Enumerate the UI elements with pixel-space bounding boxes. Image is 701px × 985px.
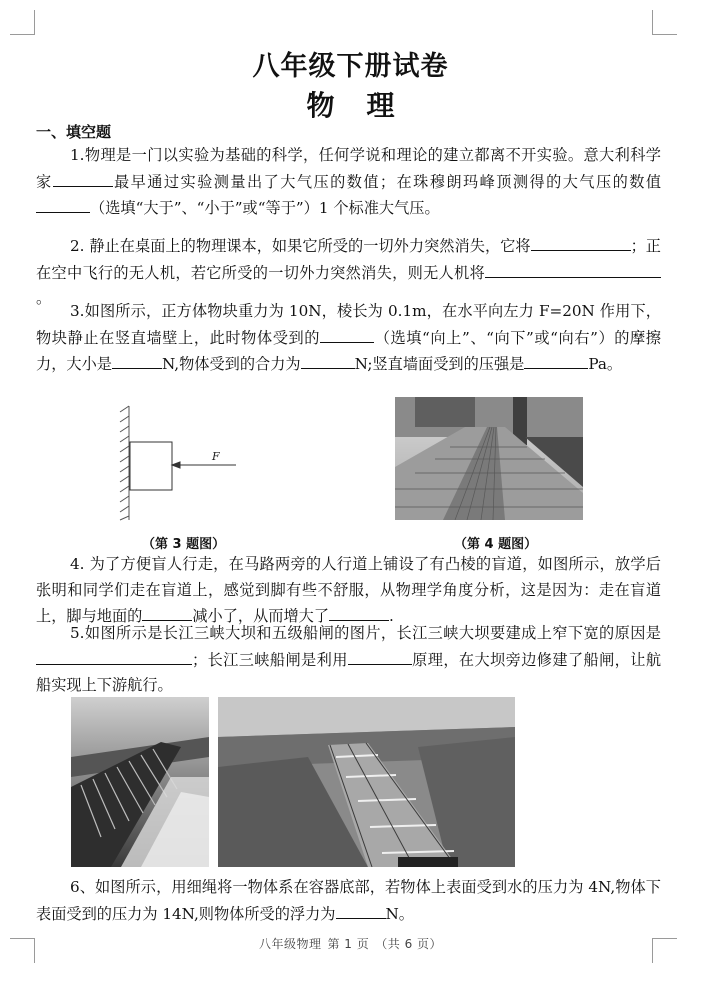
question-4: [36, 552, 661, 630]
q1-blank-2[interactable]: [36, 195, 90, 213]
exam-title: 八年级下册试卷: [252, 51, 449, 82]
q1-text-3: （选填“大于”、“小于”或“等于”）1 个标准大气压。: [90, 199, 440, 217]
q3-text-3: N,物体受到的合力为: [161, 355, 301, 373]
question-6: [36, 875, 661, 927]
q4-blank-2[interactable]: [329, 603, 389, 621]
force-arrow: [172, 462, 236, 468]
q3-text-2: （选填“向上”、“向下”或“向右”）的摩擦力，大小是: [36, 328, 661, 373]
q3-blank-4[interactable]: [524, 351, 588, 369]
q5-blank-1[interactable]: [36, 647, 192, 665]
q6-text-1: 6、如图所示，用细绳将一物体系在容器底部，若物体上表面受到水的压力为 4N,物体下表面受到的压力为 14N,则物体所受的浮力为: [36, 878, 661, 923]
figure-3-diagram: [114, 404, 244, 522]
page-footer: [0, 935, 701, 952]
q2-text-1: 2. 静止在桌面上的物理课本，如果它所受的一切外力突然消失，它将: [70, 237, 531, 255]
q5-text-1: 5.如图所示是长江三峡大坝和五级船闸的图片，长江三峡大坝要建成上窄下宽的原因是: [70, 624, 661, 642]
q5-blank-2[interactable]: [348, 647, 412, 665]
q5-text-2: ；长江三峡船闸是利用: [192, 650, 348, 669]
crop-mark-top-right: [652, 10, 677, 35]
q2-blank-1[interactable]: [531, 233, 631, 251]
q2-text-3: 。: [36, 289, 52, 307]
figure-4-caption: （第 4 题图）: [454, 537, 538, 552]
question-5: [36, 621, 661, 699]
q3-blank-2[interactable]: [112, 351, 162, 369]
subject-char-2: 理: [366, 89, 395, 122]
figure-4-photo: [395, 397, 583, 520]
q2-text-2: ；正在空中飞行的无人机，若它所受的一切外力突然消失，则无人机将: [36, 237, 661, 282]
q3-text-5: Pa。: [588, 355, 623, 373]
footer-page-number: 第 1 页: [327, 937, 370, 951]
q4-text-2: 减小了，从而增大了: [192, 607, 329, 625]
subject-char-1: 物: [306, 89, 335, 122]
q3-text-1: 3.如图所示，正方体物块重力为 10N，棱长为 0.1m，在水平向左力 F=20N 作用下，物块静止在竖直墙壁上，此时物体受到的: [36, 302, 661, 347]
ship-lock-photo: [218, 697, 515, 867]
wall-hatching: [120, 406, 129, 520]
q5-text-3: 原理，在大坝旁边修建了船闸，让航船实现上下游航行。: [36, 650, 662, 694]
q3-blank-3[interactable]: [301, 351, 355, 369]
q1-text-1: 1.物理是一门以实验为基础的科学，任何学说和理论的建立都离不开实验。意大利科学家: [36, 146, 661, 191]
q2-blank-2[interactable]: [485, 260, 661, 278]
force-label: F: [212, 450, 220, 463]
q3-text-4: N;竖直墙面受到的压强是: [354, 355, 525, 373]
q6-blank-1[interactable]: [336, 901, 386, 919]
footer-total-pages: （共 6 页）: [375, 937, 443, 951]
footer-course: 八年级物理: [258, 937, 322, 951]
section-heading: 一、填空题: [36, 123, 112, 141]
q1-blank-1[interactable]: [53, 169, 113, 187]
question-3: [36, 299, 661, 378]
subject-title: [0, 84, 701, 124]
q6-text-2: N。: [385, 904, 414, 923]
crop-mark-top-left: [10, 10, 35, 35]
dam-photo: [71, 697, 209, 867]
figure-3-caption: （第 3 题图）: [142, 537, 226, 552]
q4-text-3: .: [389, 607, 394, 625]
cube-block: [130, 442, 172, 490]
q1-text-2: 最早通过实验测量出了大气压的数值；在珠穆朗玛峰顶测得的大气压的数值: [112, 172, 662, 191]
question-1: [36, 143, 661, 222]
q4-blank-1[interactable]: [142, 603, 192, 621]
q4-text-1: 4. 为了方便盲人行走，在马路两旁的人行道上铺设了有凸棱的盲道，如图所示，放学后张明和同学们走在盲道上，感觉到脚有些不舒服，从物理学角度分析，这是因为：走在盲道上，脚与地面的: [36, 555, 661, 625]
q3-blank-1[interactable]: [320, 325, 374, 343]
